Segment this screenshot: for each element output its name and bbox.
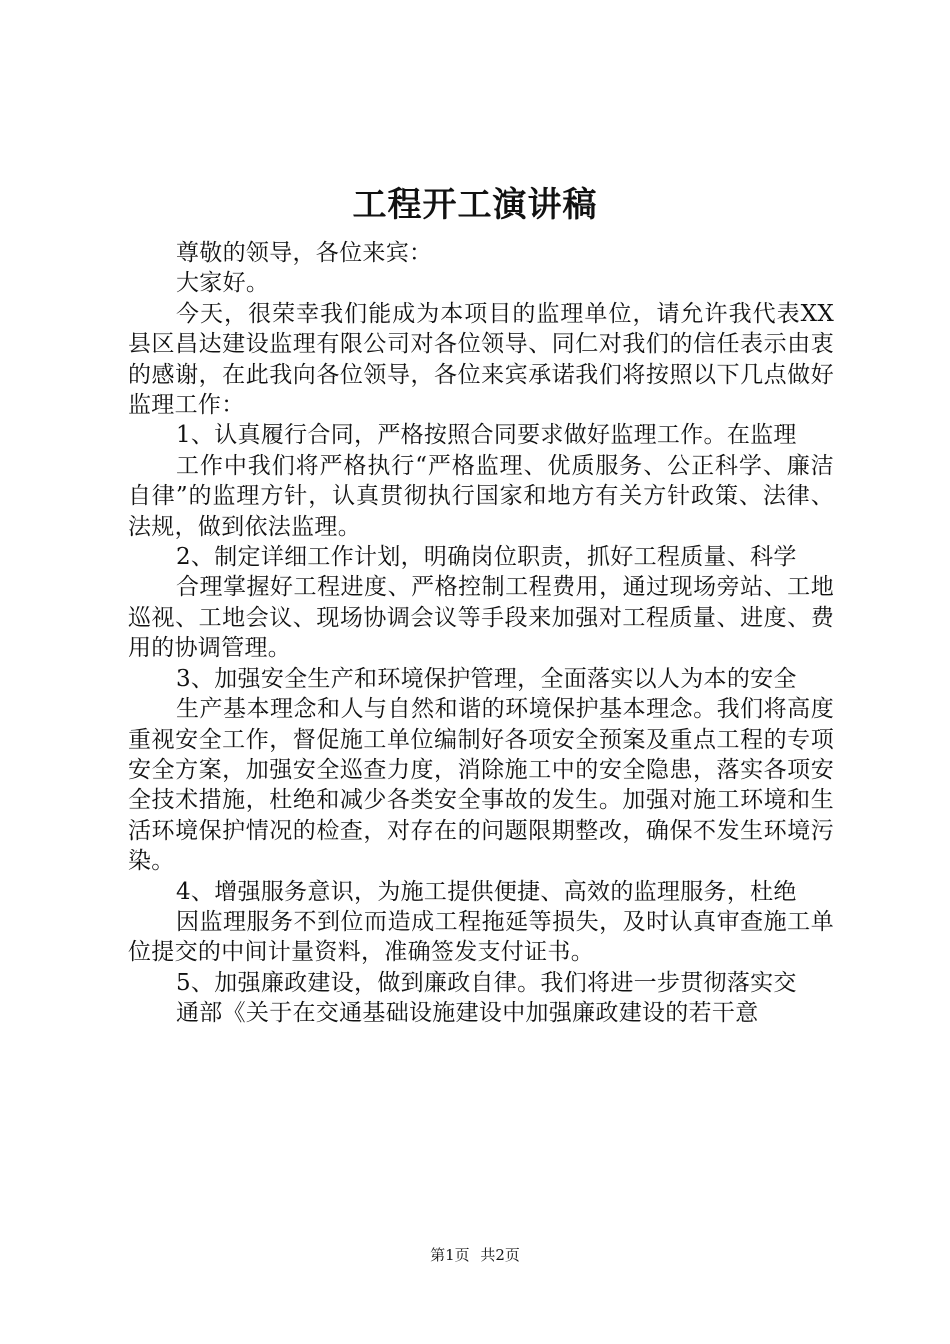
greeting: 大家好。 (176, 270, 270, 297)
paragraph-point-4-body: 因监理服务不到位而造成工程拖延等损失，及时认真审查施工单位提交的中间计量资料，准确签发支付证书。 (128, 908, 834, 966)
paragraph-point-5-body: 通部《关于在交通基础设施建设中加强廉政建设的若干意 (176, 1000, 759, 1027)
page-number-current: 第1页 (430, 1246, 470, 1264)
paragraph-point-3-heading: 3、加强安全生产和环境保护管理，全面落实以人为本的安全 (176, 665, 797, 692)
paragraph-point-2-heading: 2、制定详细工作计划，明确岗位职责，抓好工程质量、科学 (176, 544, 797, 571)
paragraph-point-1-heading: 1、认真履行合同，严格按照合同要求做好监理工作。在监理 (176, 422, 797, 449)
paragraph-point-2-body: 合理掌握好工程进度、严格控制工程费用，通过现场旁站、工地巡视、工地会议、现场协调会议等手段来加强对工程质量、进度、费用的协调管理。 (128, 574, 834, 662)
page-number-total: 共2页 (480, 1246, 520, 1264)
paragraph-intro: 今天，很荣幸我们能成为本项目的监理单位，请允许我代表XX县区昌达建设监理有限公司对各位领导、同仁对我们的信任表示由衷的感谢，在此我向各位领导，各位来宾承诺我们将按照以下几点做好监理工作： (128, 300, 834, 419)
paragraph-point-3-body: 生产基本理念和人与自然和谐的环境保护基本理念。我们将高度重视安全工作，督促施工单位编制好各项安全预案及重点工程的专项安全方案，加强安全巡查力度，消除施工中的安全隐患，落实各项安全技术措施，杜绝和减少各类安全事故的发生。加强对施工环境和生活环境保护情况的检查，对存在的问题限期整改，确保不发生环境污染。 (128, 696, 834, 875)
salutation: 尊敬的领导，各位来宾： (176, 240, 433, 266)
document-body (128, 238, 834, 1029)
paragraph-point-5-heading: 5、加强廉政建设，做到廉政自律。我们将进一步贯彻落实交 (176, 969, 797, 996)
document-title: 工程开工演讲稿 (352, 185, 598, 225)
page-footer (0, 1245, 950, 1265)
paragraph-point-4-heading: 4、增强服务意识，为施工提供便捷、高效的监理服务，杜绝 (176, 878, 797, 905)
paragraph-point-1-body: 工作中我们将严格执行“严格监理、优质服务、公正科学、廉洁自律”的监理方针，认真贯彻执行国家和地方有关方针政策、法律、法规，做到依法监理。 (128, 452, 834, 540)
